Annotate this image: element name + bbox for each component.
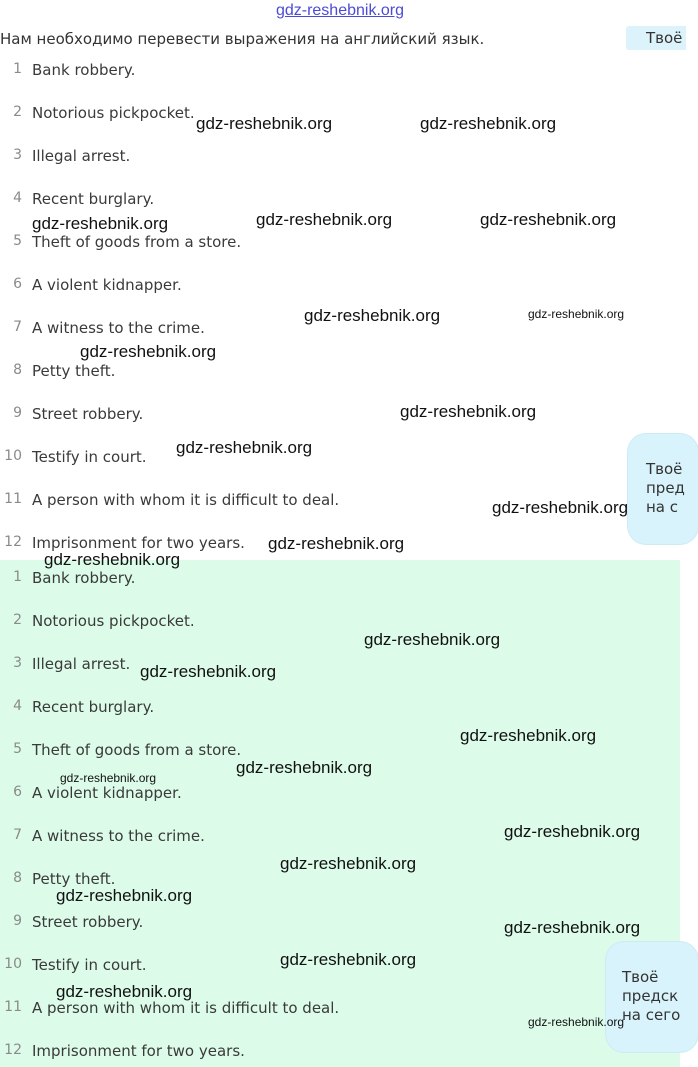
watermark-text: gdz-reshebnik.org bbox=[80, 342, 217, 361]
watermark-text: gdz-reshebnik.org bbox=[176, 438, 313, 457]
item-text: A person with whom it is difficult to deal. bbox=[32, 491, 340, 509]
popup-line: Твоё bbox=[622, 968, 659, 986]
item-number: 4 bbox=[13, 190, 22, 206]
item-number: 10 bbox=[4, 448, 22, 464]
watermark-text: gdz-reshebnik.org bbox=[32, 214, 169, 233]
item-number: 9 bbox=[13, 913, 22, 929]
watermark-text: gdz-reshebnik.org bbox=[504, 822, 641, 841]
popup-line: предск bbox=[622, 987, 679, 1005]
item-number: 11 bbox=[4, 999, 22, 1015]
watermark-text: gdz-reshebnik.org bbox=[268, 534, 405, 553]
item-text: Testify in court. bbox=[32, 448, 147, 466]
item-number: 10 bbox=[4, 956, 22, 972]
item-text: Petty theft. bbox=[32, 362, 116, 380]
item-text: A witness to the crime. bbox=[32, 319, 205, 337]
watermark-text: gdz-reshebnik.org bbox=[280, 854, 417, 873]
watermark-text: gdz-reshebnik.org bbox=[504, 918, 641, 937]
item-text: Bank robbery. bbox=[32, 61, 136, 79]
watermark-text: gdz-reshebnik.org bbox=[420, 114, 557, 133]
item-number: 11 bbox=[4, 491, 22, 507]
item-number: 7 bbox=[13, 319, 22, 335]
item-text: Imprisonment for two years. bbox=[32, 1042, 245, 1060]
watermark-text: gdz-reshebnik.org bbox=[56, 886, 193, 905]
watermark-text: gdz-reshebnik.org bbox=[236, 758, 373, 777]
item-text: A violent kidnapper. bbox=[32, 784, 182, 802]
watermark-text: gdz-reshebnik.org bbox=[492, 498, 629, 517]
item-text: Illegal arrest. bbox=[32, 147, 131, 165]
item-number: 1 bbox=[13, 569, 22, 585]
watermark-text: gdz-reshebnik.org bbox=[256, 210, 393, 229]
side-tab[interactable]: Твоё bbox=[626, 26, 686, 50]
item-text: Notorious pickpocket. bbox=[32, 612, 195, 630]
watermark-text: gdz-reshebnik.org bbox=[60, 771, 157, 785]
watermark-text: gdz-reshebnik.org bbox=[460, 726, 597, 745]
promo-popup[interactable] bbox=[606, 942, 698, 1052]
item-text: A person with whom it is difficult to deal. bbox=[32, 999, 340, 1017]
item-text: Petty theft. bbox=[32, 870, 116, 888]
item-text: Illegal arrest. bbox=[32, 655, 131, 673]
item-number: 7 bbox=[13, 827, 22, 843]
item-text: Street robbery. bbox=[32, 913, 144, 931]
item-number: 12 bbox=[4, 1042, 22, 1058]
watermark-text: gdz-reshebnik.org bbox=[56, 982, 193, 1001]
item-number: 12 bbox=[4, 534, 22, 550]
item-number: 5 bbox=[13, 233, 22, 249]
item-text: Testify in court. bbox=[32, 956, 147, 974]
item-text: Theft of goods from a store. bbox=[32, 741, 242, 759]
item-text: Theft of goods from a store. bbox=[32, 233, 242, 251]
item-number: 1 bbox=[13, 61, 22, 77]
watermark-text: gdz-reshebnik.org bbox=[528, 307, 625, 321]
item-text: Notorious pickpocket. bbox=[32, 104, 195, 122]
watermark-text: gdz-reshebnik.org bbox=[400, 402, 537, 421]
watermark-text: gdz-reshebnik.org bbox=[528, 1015, 625, 1029]
watermark-text: gdz-reshebnik.org bbox=[364, 630, 501, 649]
item-number: 8 bbox=[13, 362, 22, 378]
item-text: Bank robbery. bbox=[32, 569, 136, 587]
item-number: 8 bbox=[13, 870, 22, 886]
promo-popup[interactable] bbox=[628, 434, 698, 544]
item-number: 5 bbox=[13, 741, 22, 757]
popup-line: Твоё bbox=[646, 460, 683, 478]
watermark-text: gdz-reshebnik.org bbox=[280, 950, 417, 969]
item-number: 3 bbox=[13, 147, 22, 163]
item-number: 4 bbox=[13, 698, 22, 714]
watermark-text: gdz-reshebnik.org bbox=[140, 662, 277, 681]
item-text: A witness to the crime. bbox=[32, 827, 205, 845]
watermark-text: gdz-reshebnik.org bbox=[304, 306, 441, 325]
top-watermark-link[interactable]: gdz-reshebnik.org bbox=[275, 2, 405, 19]
popup-line: на сего bbox=[622, 1006, 681, 1024]
item-text: Street robbery. bbox=[32, 405, 144, 423]
task-instruction: Нам необходимо перевести выражения на английский язык. bbox=[0, 30, 485, 48]
item-number: 3 bbox=[13, 655, 22, 671]
item-text: Recent burglary. bbox=[32, 190, 155, 208]
item-number: 2 bbox=[13, 612, 22, 628]
item-text: Imprisonment for two years. bbox=[32, 534, 245, 552]
watermark-text: gdz-reshebnik.org bbox=[196, 114, 333, 133]
item-text: Recent burglary. bbox=[32, 698, 155, 716]
popup-line: на с bbox=[646, 498, 679, 516]
item-number: 9 bbox=[13, 405, 22, 421]
item-number: 6 bbox=[13, 784, 22, 800]
item-number: 6 bbox=[13, 276, 22, 292]
watermark-text: gdz-reshebnik.org bbox=[44, 550, 181, 569]
popup-line: пред bbox=[646, 479, 685, 497]
item-number: 2 bbox=[13, 104, 22, 120]
watermark-text: gdz-reshebnik.org bbox=[480, 210, 617, 229]
item-text: A violent kidnapper. bbox=[32, 276, 182, 294]
